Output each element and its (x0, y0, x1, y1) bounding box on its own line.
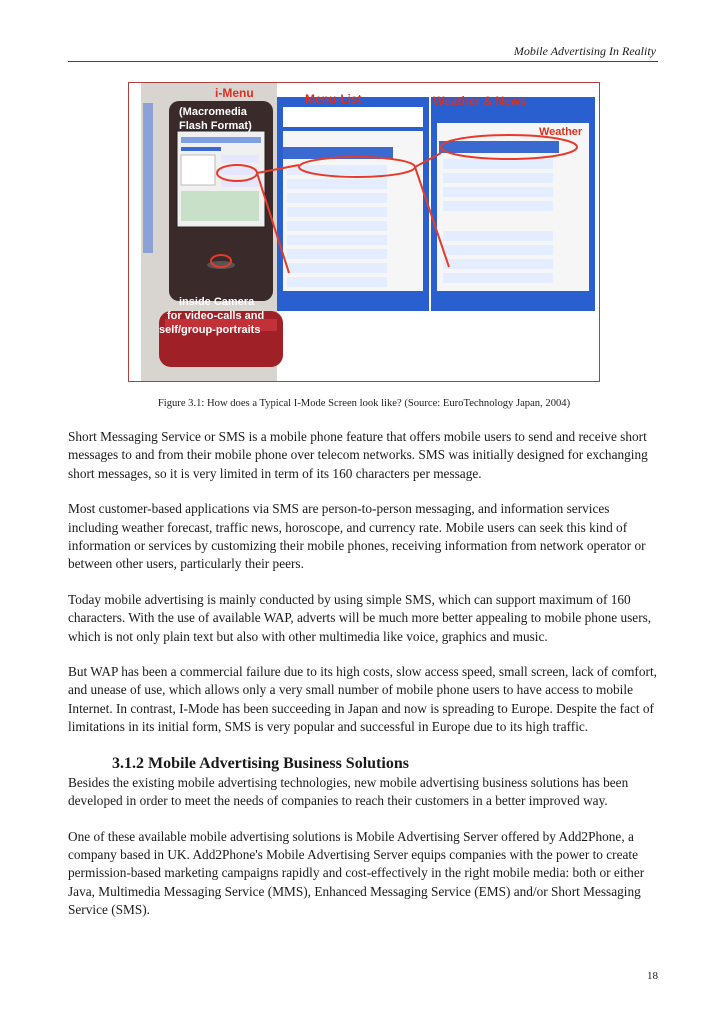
label-camera-1: inside Camera (179, 296, 255, 308)
paragraph-mobile-advertising-today: Today mobile advertising is mainly conducted by using simple SMS, which can support maximum of 160 characters. With the use of available WAP, adverts will be much more better appealing to mobile phone users, which is not only plain text but also with other multimedia like voice, graphics and music. (68, 591, 652, 644)
paragraph-wap-failure: But WAP has been a commercial failure due to its high costs, slow access speed, small screen, lack of comfort, and unease of use, which allows only a very small number of mobile phone users to have access to mobile Internet. In contrast, I-Mode has been succeeding in Japan and now is spreading to Europe. Despite the fact of limitations in its initial form, SMS is very popular and successful in Europe due to its high traffic. (68, 664, 657, 735)
label-camera-3: self/group-portraits (159, 324, 261, 336)
label-imenu: i-Menu (215, 86, 254, 100)
paragraph-sms-applications: Most customer-based applications via SMS are person-to-person messaging, and information services including weather forecast, traffic news, horoscope, and currency rate. Mobile users can seek this kind of information or services by customizing their mobile phones, receiving information from network operator or between other users, particularly their peers. (68, 501, 646, 572)
label-macromedia: (Macromedia (179, 106, 247, 118)
paragraph-sms-intro: Short Messaging Service or SMS is a mobile phone feature that offers mobile users to send and receive short messages to and from their mobile phone over telecom networks. SMS was initially designed for exchanging short messages, so it is very limited in term of its 160 characters per message. (68, 429, 648, 481)
vertical-caption-strip (143, 103, 153, 253)
header-title: Mobile Advertising In Reality (513, 44, 656, 58)
paragraph-business-solutions: Besides the existing mobile advertising technologies, new mobile advertising business solutions has been developed in order to meet the needs of companies to reach their customers in a better improved way. (68, 774, 629, 809)
paragraph-add2phone: One of these available mobile advertising solutions is Mobile Advertising Server offered by Add2Phone, a company based in UK. Add2Phone's Mobile Advertising Server equips companies with the power to create permission-based marketing campaigns rapidly and cost-effectively in the right mobile media: both or either Java, Multimedia Messaging Service (MMS), Enhanced Messaging Service (EMS) and/or Short Messaging Service (SMS). (68, 828, 645, 918)
label-menu-list: Menu-List (305, 92, 362, 106)
label-camera-2: for video-calls and (167, 310, 265, 322)
figure-caption: Figure 3.1: How does a Typical I-Mode Screen look like? (Source: EuroTechnology Japan, 2004) (157, 398, 571, 409)
document-body (68, 428, 660, 937)
imode-figure (128, 82, 600, 382)
label-flash-format: Flash Format) (179, 120, 252, 132)
menu-list-screen (277, 97, 429, 311)
section-heading: 3.1.2 Mobile Advertising Business Solutions (112, 754, 409, 772)
page-number: 18 (647, 970, 658, 982)
imode-screens-photo (129, 83, 600, 382)
running-header (68, 40, 658, 62)
label-weather-news: Weather & News (433, 94, 527, 108)
label-weather: Weather (539, 126, 583, 138)
